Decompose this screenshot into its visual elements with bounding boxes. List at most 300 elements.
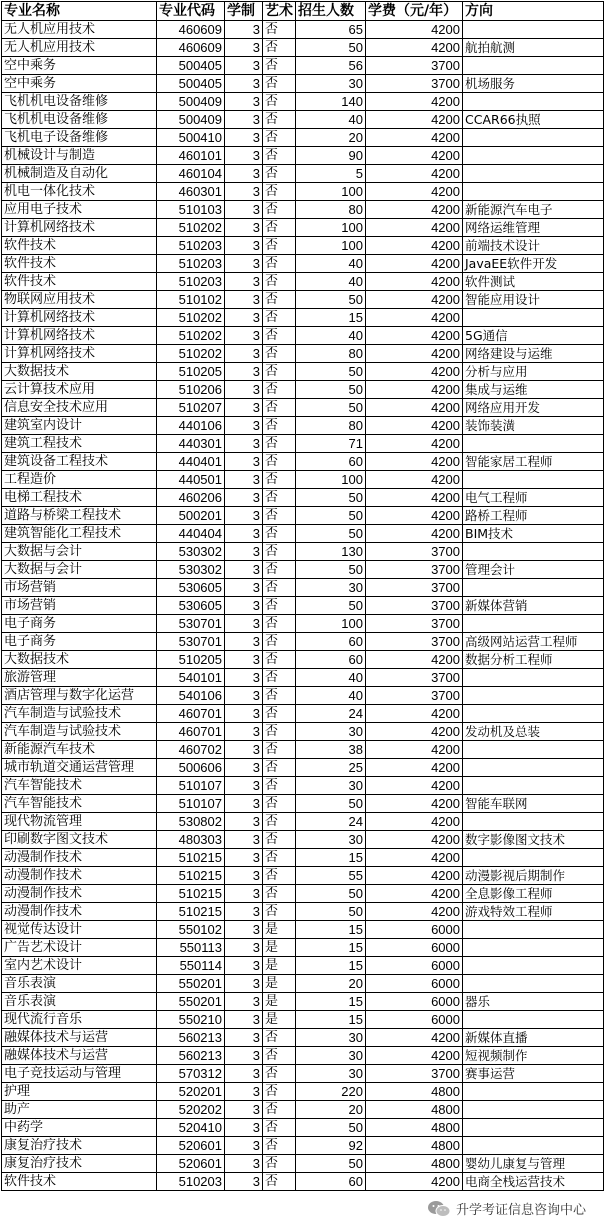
cell-major-code: 510102 [157,291,225,309]
cell-art: 否 [263,597,296,615]
cell-major-code: 510103 [157,201,225,219]
cell-major-code: 510107 [157,795,225,813]
cell-art: 是 [263,921,296,939]
cell-enrollment: 30 [296,1029,366,1047]
cell-major-code: 500409 [157,111,225,129]
cell-enrollment: 50 [296,795,366,813]
cell-major-name: 市场营销 [2,597,157,615]
table-row [2,957,604,975]
table-row [2,849,604,867]
cell-duration: 3 [225,399,263,417]
cell-major-code: 440301 [157,435,225,453]
cell-direction [463,921,604,939]
cell-direction [463,1101,604,1119]
cell-major-code: 510215 [157,903,225,921]
cell-tuition: 4200 [366,327,463,345]
cell-art: 否 [263,561,296,579]
cell-tuition: 4200 [366,219,463,237]
cell-duration: 3 [225,417,263,435]
cell-tuition: 4200 [366,273,463,291]
cell-tuition: 4200 [366,165,463,183]
header-major-name: 专业名称 [2,2,157,21]
cell-major-name: 音乐表演 [2,975,157,993]
table-row [2,993,604,1011]
header-duration: 学制 [225,2,263,21]
table-row [2,813,604,831]
cell-enrollment: 60 [296,453,366,471]
cell-tuition: 4200 [366,183,463,201]
cell-major-name: 大数据技术 [2,363,157,381]
cell-major-name: 飞机机电设备维修 [2,93,157,111]
cell-enrollment: 15 [296,939,366,957]
cell-enrollment: 15 [296,849,366,867]
cell-tuition: 4200 [366,255,463,273]
cell-direction: 婴幼儿康复与管理 [463,1155,604,1173]
cell-art: 否 [263,849,296,867]
cell-duration: 3 [225,867,263,885]
cell-major-name: 软件技术 [2,237,157,255]
cell-enrollment: 50 [296,39,366,57]
cell-enrollment: 100 [296,615,366,633]
cell-enrollment: 40 [296,327,366,345]
table-row [2,543,604,561]
cell-direction: 短视频制作 [463,1047,604,1065]
cell-tuition: 3700 [366,687,463,705]
cell-art: 是 [263,993,296,1011]
cell-duration: 3 [225,183,263,201]
cell-direction: 数据分析工程师 [463,651,604,669]
cell-art: 否 [263,903,296,921]
cell-tuition: 4800 [366,1119,463,1137]
cell-tuition: 6000 [366,921,463,939]
cell-art: 否 [263,255,296,273]
cell-direction [463,741,604,759]
table-row [2,219,604,237]
cell-major-name: 软件技术 [2,1173,157,1191]
cell-major-code: 510206 [157,381,225,399]
cell-duration: 3 [225,921,263,939]
cell-tuition: 4200 [366,831,463,849]
cell-enrollment: 30 [296,579,366,597]
cell-tuition: 3700 [366,1065,463,1083]
cell-art: 是 [263,975,296,993]
cell-major-code: 460104 [157,165,225,183]
cell-direction [463,21,604,39]
table-row [2,687,604,705]
cell-direction [463,939,604,957]
cell-tuition: 6000 [366,939,463,957]
cell-art: 否 [263,1137,296,1155]
cell-tuition: 4200 [366,363,463,381]
cell-tuition: 3700 [366,561,463,579]
cell-major-code: 520601 [157,1155,225,1173]
cell-duration: 3 [225,21,263,39]
cell-direction [463,147,604,165]
cell-enrollment: 30 [296,1065,366,1083]
table-row [2,201,604,219]
cell-art: 是 [263,957,296,975]
cell-major-code: 550102 [157,921,225,939]
cell-major-name: 康复治疗技术 [2,1155,157,1173]
cell-direction: 路桥工程师 [463,507,604,525]
table-row [2,1101,604,1119]
cell-duration: 3 [225,597,263,615]
cell-enrollment: 100 [296,183,366,201]
cell-enrollment: 50 [296,903,366,921]
cell-major-code: 510202 [157,327,225,345]
cell-art: 否 [263,399,296,417]
cell-art: 否 [263,93,296,111]
cell-duration: 3 [225,651,263,669]
cell-tuition: 6000 [366,1011,463,1029]
cell-direction [463,471,604,489]
cell-major-code: 550113 [157,939,225,957]
cell-major-name: 飞机机电设备维修 [2,111,157,129]
cell-duration: 3 [225,39,263,57]
cell-major-code: 500405 [157,75,225,93]
cell-duration: 3 [225,471,263,489]
cell-enrollment: 50 [296,507,366,525]
cell-major-code: 460609 [157,21,225,39]
cell-art: 否 [263,723,296,741]
cell-enrollment: 60 [296,633,366,651]
table-row [2,363,604,381]
cell-duration: 3 [225,327,263,345]
cell-duration: 3 [225,1029,263,1047]
cell-major-code: 460301 [157,183,225,201]
cell-art: 否 [263,777,296,795]
cell-duration: 3 [225,633,263,651]
cell-tuition: 3700 [366,543,463,561]
cell-tuition: 4200 [366,813,463,831]
cell-art: 否 [263,129,296,147]
cell-major-name: 动漫制作技术 [2,903,157,921]
cell-art: 否 [263,1155,296,1173]
cell-duration: 3 [225,1011,263,1029]
cell-tuition: 4200 [366,651,463,669]
cell-tuition: 3700 [366,669,463,687]
cell-major-code: 500606 [157,759,225,777]
cell-enrollment: 30 [296,723,366,741]
cell-major-name: 无人机应用技术 [2,39,157,57]
cell-tuition: 4800 [366,1101,463,1119]
cell-art: 否 [263,651,296,669]
cell-direction [463,759,604,777]
cell-duration: 3 [225,1047,263,1065]
cell-major-code: 510215 [157,867,225,885]
table-row [2,1155,604,1173]
cell-enrollment: 15 [296,957,366,975]
cell-direction: 航拍航测 [463,39,604,57]
cell-duration: 3 [225,957,263,975]
cell-direction [463,813,604,831]
table-row [2,561,604,579]
cell-enrollment: 220 [296,1083,366,1101]
cell-tuition: 4200 [366,417,463,435]
cell-tuition: 4200 [366,867,463,885]
cell-art: 否 [263,273,296,291]
cell-major-name: 电梯工程技术 [2,489,157,507]
cell-tuition: 4200 [366,201,463,219]
cell-enrollment: 130 [296,543,366,561]
cell-major-name: 机电一体化技术 [2,183,157,201]
cell-major-code: 510203 [157,273,225,291]
table-row [2,183,604,201]
cell-major-code: 510202 [157,309,225,327]
enrollment-table [1,1,604,1191]
cell-major-code: 510215 [157,849,225,867]
cell-enrollment: 140 [296,93,366,111]
cell-enrollment: 15 [296,1011,366,1029]
cell-major-code: 510202 [157,219,225,237]
cell-enrollment: 24 [296,813,366,831]
cell-tuition: 4200 [366,741,463,759]
cell-tuition: 4800 [366,1155,463,1173]
cell-direction: 软件测试 [463,273,604,291]
table-row [2,273,604,291]
cell-major-code: 510203 [157,1173,225,1191]
watermark-text: 升学考证信息咨询中心 [455,1203,586,1218]
cell-art: 否 [263,201,296,219]
cell-duration: 3 [225,381,263,399]
cell-major-code: 530605 [157,597,225,615]
table-row [2,903,604,921]
cell-duration: 3 [225,993,263,1011]
cell-major-code: 460609 [157,39,225,57]
cell-enrollment: 40 [296,273,366,291]
cell-major-name: 机械设计与制造 [2,147,157,165]
cell-major-code: 540106 [157,687,225,705]
cell-major-code: 440401 [157,453,225,471]
cell-enrollment: 15 [296,921,366,939]
cell-art: 是 [263,1011,296,1029]
cell-major-name: 电子商务 [2,633,157,651]
cell-enrollment: 50 [296,399,366,417]
cell-tuition: 4200 [366,777,463,795]
cell-major-name: 印刷数字图文技术 [2,831,157,849]
cell-major-name: 音乐表演 [2,993,157,1011]
cell-duration: 3 [225,1155,263,1173]
cell-enrollment: 50 [296,1119,366,1137]
table-row [2,291,604,309]
cell-major-code: 530701 [157,615,225,633]
cell-major-code: 460701 [157,705,225,723]
cell-major-name: 中药学 [2,1119,157,1137]
cell-tuition: 4200 [366,489,463,507]
cell-major-code: 520601 [157,1137,225,1155]
cell-major-code: 510205 [157,363,225,381]
cell-art: 否 [263,1083,296,1101]
cell-direction [463,183,604,201]
table-row [2,507,604,525]
cell-direction [463,543,604,561]
table-row [2,399,604,417]
table-row [2,93,604,111]
table-row [2,651,604,669]
cell-major-name: 机械制造及自动化 [2,165,157,183]
cell-major-name: 电子商务 [2,615,157,633]
table-row [2,1047,604,1065]
cell-art: 是 [263,939,296,957]
cell-enrollment: 40 [296,669,366,687]
watermark [423,1196,590,1221]
cell-tuition: 4200 [366,237,463,255]
cell-major-name: 康复治疗技术 [2,1137,157,1155]
cell-major-code: 530302 [157,543,225,561]
cell-major-name: 酒店管理与数字化运营 [2,687,157,705]
cell-direction: 全息影像工程师 [463,885,604,903]
cell-major-name: 建筑工程技术 [2,435,157,453]
cell-major-name: 计算机网络技术 [2,309,157,327]
cell-major-name: 空中乘务 [2,75,157,93]
cell-duration: 3 [225,975,263,993]
cell-duration: 3 [225,795,263,813]
cell-duration: 3 [225,813,263,831]
table-row [2,1119,604,1137]
cell-major-name: 建筑室内设计 [2,417,157,435]
table-row [2,795,604,813]
cell-enrollment: 30 [296,831,366,849]
cell-tuition: 4200 [366,21,463,39]
cell-major-name: 道路与桥梁工程技术 [2,507,157,525]
cell-duration: 3 [225,273,263,291]
table-row [2,21,604,39]
cell-major-name: 护理 [2,1083,157,1101]
cell-duration: 3 [225,759,263,777]
cell-duration: 3 [225,57,263,75]
cell-direction [463,669,604,687]
cell-enrollment: 50 [296,381,366,399]
cell-direction: 智能应用设计 [463,291,604,309]
cell-direction: 网络建设与运维 [463,345,604,363]
cell-major-name: 空中乘务 [2,57,157,75]
cell-tuition: 3700 [366,579,463,597]
cell-duration: 3 [225,237,263,255]
cell-major-code: 460101 [157,147,225,165]
cell-tuition: 4200 [366,723,463,741]
cell-duration: 3 [225,309,263,327]
table-row [2,435,604,453]
cell-enrollment: 50 [296,525,366,543]
table-row [2,165,604,183]
cell-enrollment: 92 [296,1137,366,1155]
table-row [2,975,604,993]
cell-direction: 机场服务 [463,75,604,93]
cell-enrollment: 5 [296,165,366,183]
cell-major-name: 汽车智能技术 [2,777,157,795]
cell-duration: 3 [225,291,263,309]
cell-tuition: 4200 [366,471,463,489]
cell-art: 否 [263,165,296,183]
cell-major-code: 480303 [157,831,225,849]
cell-art: 否 [263,543,296,561]
cell-tuition: 3700 [366,615,463,633]
cell-enrollment: 80 [296,417,366,435]
table-row [2,579,604,597]
cell-major-name: 大数据与会计 [2,543,157,561]
cell-art: 否 [263,669,296,687]
table-row [2,831,604,849]
cell-direction: 集成与运维 [463,381,604,399]
cell-tuition: 4200 [366,903,463,921]
cell-art: 否 [263,813,296,831]
table-row [2,741,604,759]
table-row [2,75,604,93]
cell-direction [463,687,604,705]
cell-direction [463,1083,604,1101]
cell-major-code: 500409 [157,93,225,111]
cell-direction: 赛事运营 [463,1065,604,1083]
cell-art: 否 [263,507,296,525]
table-row [2,525,604,543]
cell-major-code: 530302 [157,561,225,579]
table-row [2,417,604,435]
cell-major-name: 软件技术 [2,255,157,273]
cell-art: 否 [263,741,296,759]
cell-direction: 新媒体营销 [463,597,604,615]
cell-major-name: 无人机应用技术 [2,21,157,39]
cell-major-name: 汽车制造与试验技术 [2,705,157,723]
cell-major-name: 工程造价 [2,471,157,489]
cell-tuition: 4200 [366,345,463,363]
cell-art: 否 [263,867,296,885]
cell-direction: JavaEE软件开发 [463,255,604,273]
cell-art: 否 [263,1065,296,1083]
cell-major-name: 视觉传达设计 [2,921,157,939]
cell-duration: 3 [225,741,263,759]
cell-major-code: 530701 [157,633,225,651]
cell-tuition: 4200 [366,399,463,417]
cell-direction: 5G通信 [463,327,604,345]
cell-major-name: 市场营销 [2,579,157,597]
cell-major-code: 530802 [157,813,225,831]
cell-art: 否 [263,615,296,633]
cell-tuition: 4200 [366,291,463,309]
cell-duration: 3 [225,1173,263,1191]
cell-tuition: 4800 [366,1137,463,1155]
cell-duration: 3 [225,831,263,849]
cell-direction: 前端技术设计 [463,237,604,255]
cell-direction: 智能家居工程师 [463,453,604,471]
cell-enrollment: 38 [296,741,366,759]
cell-enrollment: 30 [296,777,366,795]
cell-major-name: 云计算技术应用 [2,381,157,399]
cell-direction [463,705,604,723]
cell-art: 否 [263,1047,296,1065]
cell-art: 否 [263,381,296,399]
cell-direction: 电气工程师 [463,489,604,507]
cell-direction: 管理会计 [463,561,604,579]
cell-enrollment: 71 [296,435,366,453]
cell-major-code: 560213 [157,1029,225,1047]
cell-enrollment: 40 [296,255,366,273]
cell-enrollment: 15 [296,309,366,327]
cell-duration: 3 [225,723,263,741]
cell-direction [463,1011,604,1029]
cell-enrollment: 15 [296,993,366,1011]
cell-major-name: 城市轨道交通运营管理 [2,759,157,777]
table-row [2,147,604,165]
table-row [2,705,604,723]
cell-major-name: 现代流行音乐 [2,1011,157,1029]
cell-tuition: 4200 [366,93,463,111]
cell-art: 否 [263,435,296,453]
cell-art: 否 [263,705,296,723]
table-row [2,777,604,795]
cell-duration: 3 [225,705,263,723]
table-row [2,471,604,489]
cell-direction: 游戏特效工程师 [463,903,604,921]
